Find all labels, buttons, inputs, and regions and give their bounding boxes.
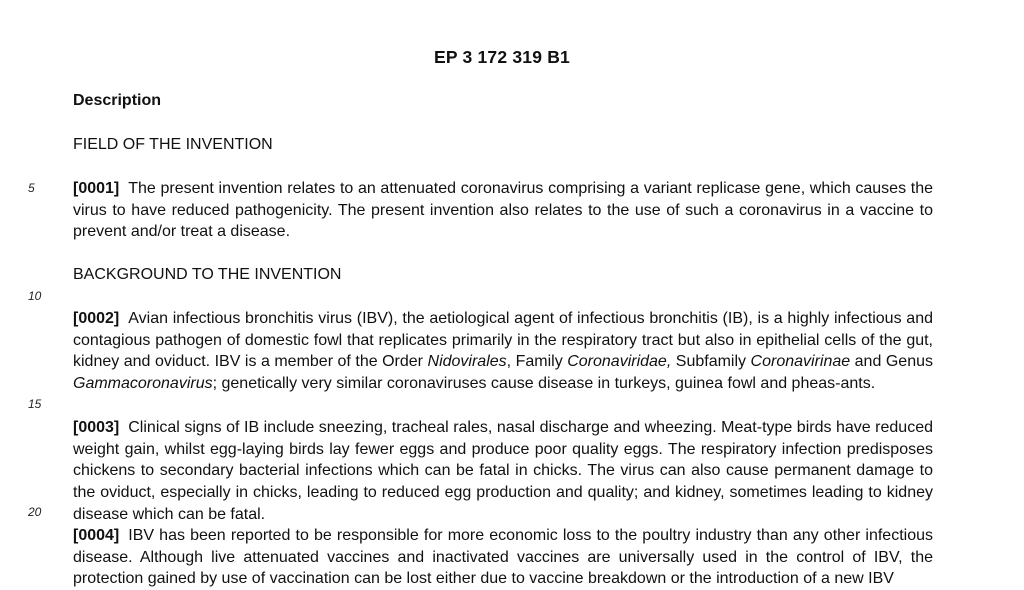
line-number-10: 10 xyxy=(28,289,42,303)
subfamily-name: Coronavirinae xyxy=(750,353,851,371)
paragraph-text: The present invention relates to an attenuated coronavirus comprising a variant replicase gene, which causes the virus to have reduced pathogenicity. The present invention also relates to the use of such a coronavirus in a vaccine to prevent and/or treat a disease. xyxy=(73,180,933,241)
paragraph-text: Avian infectious bronchitis virus (IBV), the aetiological agent of infectious bronchitis (IB), is a highly infectious and contagious pathogen of domestic fowl that replicates primarily in the respiratory tract but also in epithelial cells of the gut, kidney and oviduct. IBV is a member of the Order xyxy=(73,310,933,371)
paragraph-number: [0003] xyxy=(73,419,120,436)
paragraph-text: and Genus xyxy=(850,353,933,371)
paragraph-text: ; genetically very similar coronaviruses cause disease in turkeys, guinea fowl and pheas-ants. xyxy=(212,375,876,393)
family-name: Coronaviridae, xyxy=(567,353,672,371)
paragraph-0001 xyxy=(73,178,933,243)
heading-field: FIELD OF THE INVENTION xyxy=(73,136,273,153)
heading-background: BACKGROUND TO THE INVENTION xyxy=(73,266,342,283)
paragraph-text: IBV has been reported to be responsible for more economic loss to the poultry industry than any other infectious disease. Although live attenuated vaccines and inactivated vaccines are universally used in the control of IBV, the protection gained by use of vaccination can be lost either due to vaccine breakdown or the introduction of a new IBV xyxy=(73,527,933,588)
line-number-15: 15 xyxy=(28,397,42,411)
line-number-5: 5 xyxy=(28,181,35,195)
order-name: Nidovirales xyxy=(427,353,507,371)
paragraph-0002 xyxy=(73,308,933,395)
line-number-20: 20 xyxy=(28,505,42,519)
paragraph-0004 xyxy=(73,525,933,590)
paragraph-number: [0004] xyxy=(73,527,120,544)
paragraph-text: Clinical signs of IB include sneezing, tracheal rales, nasal discharge and wheezing. Meat-type birds have reduced weight gain, whilst egg-laying birds lay fewer eggs and produce poor quality eggs. The respiratory infection predisposes chickens to secondary bacterial infections which can be fatal in chicks. The virus can also cause permanent damage to the oviduct, especially in chicks, leading to reduced egg production and quality; and kidney, sometimes leading to kidney disease which can be fatal. xyxy=(73,419,933,523)
paragraph-number: [0001] xyxy=(73,180,120,197)
paragraph-number: [0002] xyxy=(73,310,120,327)
patent-number: EP 3 172 319 B1 xyxy=(434,47,570,67)
genus-name: Gammacoronavirus xyxy=(73,375,213,393)
section-title: Description xyxy=(73,92,162,109)
paragraph-0003 xyxy=(73,417,933,526)
paragraph-text: Subfamily xyxy=(671,353,751,371)
paragraph-text: , Family xyxy=(506,353,568,371)
